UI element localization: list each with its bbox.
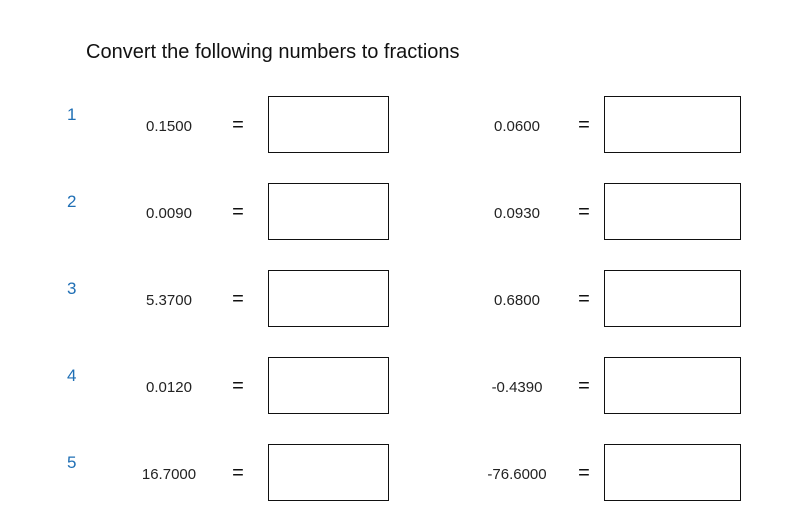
problem-row-3 [0,270,799,330]
row-number: 3 [67,279,77,298]
right-answer-box[interactable] [604,444,741,501]
left-answer-box[interactable] [268,444,389,501]
right-decimal-value: -0.4390 [491,379,543,396]
worksheet-title: Convert the following numbers to fractions [86,41,460,63]
left-decimal-value: 5.3700 [146,292,192,309]
right-decimal-value: 0.6800 [494,292,540,309]
right-answer-box[interactable] [604,183,741,240]
row-number: 4 [67,366,77,385]
right-equals-sign: = [578,288,590,310]
row-number: 2 [67,192,77,211]
left-answer-box[interactable] [268,357,389,414]
left-decimal-value: 0.1500 [146,118,192,135]
right-equals-sign: = [578,114,590,136]
problem-row-4 [0,357,799,417]
left-equals-sign: = [232,288,244,310]
right-answer-box[interactable] [604,270,741,327]
problem-row-1 [0,96,799,156]
problem-row-5 [0,444,799,504]
right-equals-sign: = [578,375,590,397]
right-equals-sign: = [578,201,590,223]
left-decimal-value: 0.0090 [146,205,192,222]
left-equals-sign: = [232,462,244,484]
row-number: 1 [67,105,77,124]
right-decimal-value: -76.6000 [487,466,547,483]
row-number: 5 [67,453,77,472]
left-answer-box[interactable] [268,96,389,153]
right-answer-box[interactable] [604,96,741,153]
right-equals-sign: = [578,462,590,484]
left-answer-box[interactable] [268,183,389,240]
right-decimal-value: 0.0600 [494,118,540,135]
left-decimal-value: 16.7000 [141,466,197,483]
right-answer-box[interactable] [604,357,741,414]
left-equals-sign: = [232,201,244,223]
problem-row-2 [0,183,799,243]
left-decimal-value: 0.0120 [146,379,192,396]
right-decimal-value: 0.0930 [494,205,540,222]
left-equals-sign: = [232,114,244,136]
left-equals-sign: = [232,375,244,397]
left-answer-box[interactable] [268,270,389,327]
